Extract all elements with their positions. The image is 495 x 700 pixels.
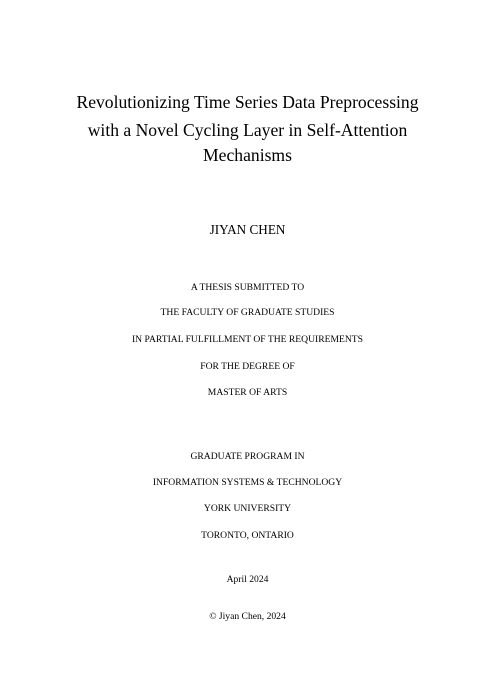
degree-name: MASTER OF ARTS	[207, 387, 288, 398]
university-name: YORK UNIVERSITY	[203, 503, 292, 514]
copyright-notice: © Jiyan Chen, 2024	[209, 611, 286, 622]
submission-line-3: IN PARTIAL FULFILLMENT OF THE REQUIREMENTS	[131, 334, 363, 345]
thesis-title-line-2: with a Novel Cycling Layer in Self-Attention	[87, 120, 408, 140]
thesis-title-line-3: Mechanisms	[203, 145, 292, 165]
submission-date: April 2024	[226, 574, 269, 585]
program-line-2: INFORMATION SYSTEMS & TECHNOLOGY	[152, 477, 343, 488]
author-name: JIYAN CHEN	[209, 222, 286, 237]
submission-line-2: THE FACULTY OF GRADUATE STUDIES	[160, 307, 335, 318]
thesis-title-line-1: Revolutionizing Time Series Data Preprocessing	[76, 92, 419, 112]
program-line-1: GRADUATE PROGRAM IN	[190, 451, 305, 462]
submission-line-1: A THESIS SUBMITTED TO	[190, 282, 305, 293]
university-location: TORONTO, ONTARIO	[201, 530, 294, 541]
submission-line-4: FOR THE DEGREE OF	[200, 361, 295, 372]
